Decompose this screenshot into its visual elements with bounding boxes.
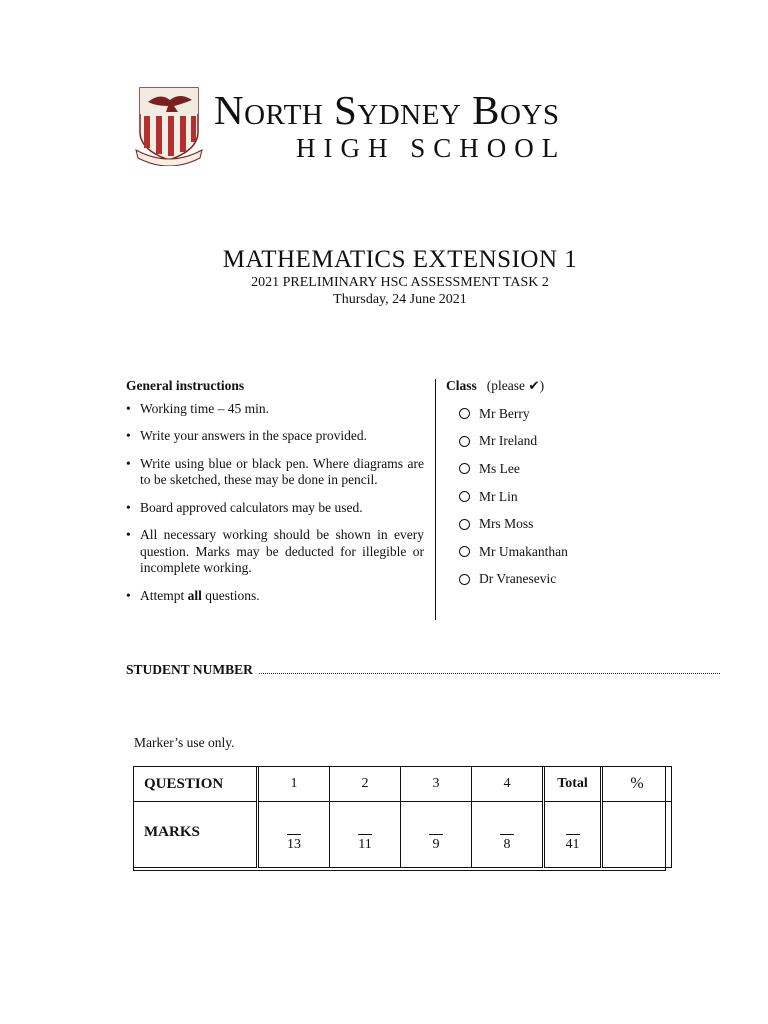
radio-circle-icon[interactable] <box>459 491 470 502</box>
teacher-option-lin[interactable] <box>446 483 646 511</box>
exam-subtitle: 2021 PRELIMINARY HSC ASSESSMENT TASK 2 <box>251 275 549 290</box>
instructions-list <box>126 401 424 605</box>
school-subtitle: HIGH SCHOOL <box>296 133 567 163</box>
marks-table <box>133 766 672 868</box>
instructions-heading: General instructions <box>126 378 245 393</box>
question-number: 1 <box>258 767 330 802</box>
marks-cell-q3[interactable] <box>401 802 472 868</box>
column-divider <box>435 379 436 620</box>
table-row <box>134 802 672 868</box>
marks-header: MARKS <box>134 802 258 868</box>
teacher-option-vranesevic[interactable] <box>446 566 646 594</box>
school-name: North Sydney Boys <box>214 87 560 133</box>
question-header: QUESTION <box>134 767 258 802</box>
teacher-option-umakanthan[interactable] <box>446 538 646 566</box>
student-number-field[interactable] <box>126 662 720 678</box>
radio-circle-icon[interactable] <box>459 574 470 585</box>
table-row <box>134 767 672 802</box>
attempt-text-bold: all <box>187 587 202 603</box>
instruction-item: • Write using blue or black pen. Where diagrams are to be sketched, these may be done in pencil. <box>126 456 424 489</box>
teacher-name: Ms Lee <box>479 460 520 476</box>
school-crest-logo <box>134 84 204 166</box>
class-hint: (please ✔) <box>486 378 545 393</box>
radio-circle-icon[interactable] <box>459 546 470 557</box>
marker-note: Marker’s use only. <box>134 735 235 750</box>
question-number: 2 <box>330 767 401 802</box>
marks-cell-total[interactable] <box>544 802 602 868</box>
marks-cell-q2[interactable] <box>330 802 401 868</box>
teacher-option-berry[interactable] <box>446 400 646 428</box>
exam-date: Thursday, 24 June 2021 <box>333 292 467 307</box>
radio-circle-icon[interactable] <box>459 408 470 419</box>
instruction-item: • Board approved calculators may be used. <box>126 500 424 517</box>
question-number: 4 <box>472 767 544 802</box>
instruction-item: • All necessary working should be shown in every question. Marks may be deducted for illegible or incomplete working. <box>126 527 424 577</box>
marks-cell-percent[interactable] <box>602 802 672 868</box>
teacher-name: Mrs Moss <box>479 516 534 532</box>
max-marks: 13 <box>287 834 301 853</box>
class-selection <box>446 378 646 593</box>
teacher-option-lee[interactable] <box>446 455 646 483</box>
percent-header: % <box>602 767 672 802</box>
radio-circle-icon[interactable] <box>459 436 470 447</box>
radio-circle-icon[interactable] <box>459 519 470 530</box>
class-label: Class <box>446 378 477 393</box>
exam-title: MATHEMATICS EXTENSION 1 <box>222 246 578 273</box>
teacher-option-moss[interactable] <box>446 510 646 538</box>
attempt-text-post: questions. <box>201 587 260 603</box>
max-marks: 9 <box>429 834 443 853</box>
marks-cell-q4[interactable] <box>472 802 544 868</box>
student-number-line[interactable] <box>259 663 720 674</box>
radio-circle-icon[interactable] <box>459 463 470 474</box>
teacher-name: Mr Umakanthan <box>479 543 568 559</box>
teacher-name: Mr Lin <box>479 488 518 504</box>
instruction-item-attempt <box>126 588 424 605</box>
total-max-marks: 41 <box>566 834 580 853</box>
teacher-name: Mr Ireland <box>479 433 538 449</box>
teacher-name: Dr Vranesevic <box>479 571 557 587</box>
general-instructions <box>126 378 424 615</box>
max-marks: 11 <box>358 834 372 853</box>
marks-cell-q1[interactable] <box>258 802 330 868</box>
attempt-text-pre: Attempt <box>140 587 188 603</box>
teacher-option-ireland[interactable] <box>446 428 646 456</box>
question-number: 3 <box>401 767 472 802</box>
class-heading <box>446 378 646 394</box>
max-marks: 8 <box>500 834 514 853</box>
instruction-item: • Write your answers in the space provided. <box>126 428 424 445</box>
instruction-item: • Working time – 45 min. <box>126 401 424 418</box>
total-header: Total <box>544 767 602 802</box>
student-number-label: STUDENT NUMBER <box>126 662 253 677</box>
teacher-name: Mr Berry <box>479 405 530 421</box>
